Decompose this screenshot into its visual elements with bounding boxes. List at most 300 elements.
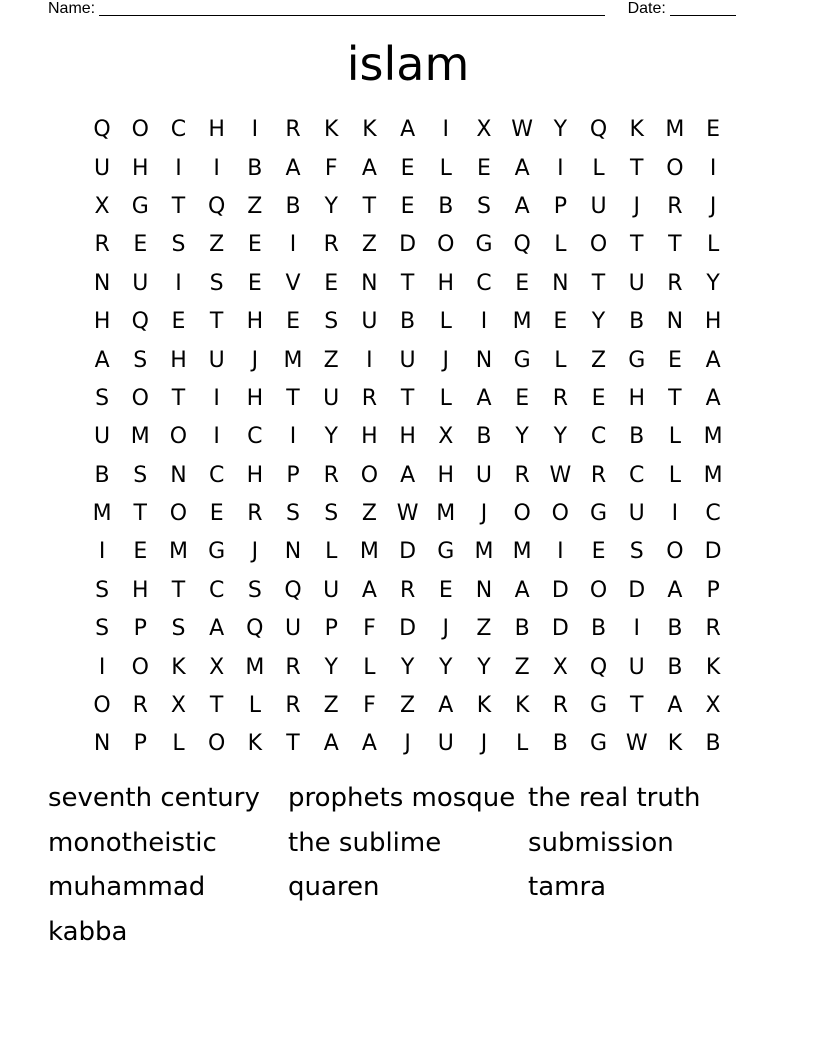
word-list-item: monotheistic	[48, 827, 217, 858]
grid-letter: D	[551, 577, 569, 603]
grid-row	[83, 265, 733, 303]
grid-letter: E	[591, 385, 606, 411]
grid-row	[83, 572, 733, 610]
grid-letter: Q	[589, 117, 608, 143]
grid-letter: Y	[439, 654, 453, 680]
grid-letter: R	[514, 462, 530, 488]
word-list-item: seventh century	[48, 783, 260, 813]
grid-letter: B	[514, 616, 530, 642]
grid-letter: U	[284, 616, 302, 642]
grid-letter: O	[169, 424, 188, 450]
grid-letter: R	[705, 616, 721, 642]
grid-letter: T	[286, 731, 300, 757]
grid-letter: E	[133, 539, 148, 565]
grid-letter: Q	[93, 117, 111, 143]
grid-letter: E	[515, 270, 530, 296]
grid-letter: Z	[323, 693, 339, 719]
grid-row	[83, 188, 733, 226]
grid-letter: Y	[477, 654, 491, 680]
grid-letter: E	[477, 155, 491, 181]
grid-letter: A	[705, 347, 721, 373]
grid-letter: R	[590, 462, 607, 488]
grid-letter: Y	[553, 117, 568, 143]
grid-letter: M	[474, 539, 494, 565]
grid-letter: U	[590, 193, 607, 219]
grid-letter: Y	[706, 270, 720, 296]
grid-letter: H	[208, 117, 225, 143]
grid-row	[83, 648, 733, 686]
grid-letter: L	[516, 731, 529, 757]
grid-letter: Q	[207, 193, 226, 219]
grid-letter: X	[476, 117, 492, 143]
grid-row	[83, 610, 733, 648]
grid-letter: N	[475, 577, 493, 603]
grid-letter: E	[247, 232, 262, 258]
grid-letter: U	[323, 385, 340, 411]
grid-letter: E	[171, 309, 186, 335]
grid-row	[83, 687, 733, 725]
grid-letter: J	[480, 731, 488, 757]
grid-letter: L	[439, 309, 452, 335]
grid-letter: H	[704, 309, 722, 335]
grid-letter: P	[553, 193, 567, 219]
grid-letter: B	[94, 462, 110, 488]
grid-letter: K	[705, 654, 721, 680]
grid-letter: O	[666, 539, 684, 565]
word-list-item: prophets mosque	[288, 783, 516, 813]
grid-letter: H	[628, 385, 645, 411]
grid-letter: O	[169, 501, 188, 527]
grid-letter: E	[286, 309, 300, 335]
grid-letter: O	[131, 654, 149, 680]
grid-letter: B	[629, 424, 645, 450]
grid-letter: M	[512, 539, 532, 565]
grid-letter: T	[629, 693, 644, 719]
grid-letter: Z	[400, 693, 416, 719]
word-list-item: the sublime	[288, 827, 442, 858]
grid-letter: I	[671, 501, 679, 527]
grid-row	[83, 457, 733, 495]
grid-letter: L	[668, 424, 682, 450]
grid-letter: J	[442, 616, 450, 642]
grid-letter: I	[557, 155, 564, 181]
grid-row	[83, 533, 733, 571]
grid-letter: O	[666, 155, 684, 181]
grid-letter: C	[705, 501, 721, 527]
grid-letter: S	[324, 501, 339, 527]
grid-letter: A	[514, 193, 530, 219]
grid-row	[83, 418, 733, 456]
grid-letter: H	[246, 385, 264, 411]
grid-letter: L	[554, 232, 567, 258]
grid-letter: X	[94, 193, 110, 219]
grid-letter: X	[170, 693, 186, 719]
grid-letter: R	[132, 693, 148, 719]
grid-letter: B	[629, 309, 645, 335]
grid-letter: I	[175, 270, 182, 296]
grid-letter: E	[400, 155, 415, 181]
grid-letter: S	[286, 501, 301, 527]
grid-letter: M	[665, 117, 685, 143]
grid-letter: M	[130, 424, 150, 450]
grid-letter: F	[363, 693, 376, 719]
grid-letter: C	[590, 424, 607, 450]
grid-letter: U	[628, 654, 645, 680]
grid-letter: A	[323, 731, 339, 757]
grid-letter: A	[476, 385, 492, 411]
grid-letter: M	[245, 654, 265, 680]
grid-letter: U	[628, 270, 645, 296]
grid-letter: T	[668, 232, 682, 258]
grid-letter: S	[247, 577, 262, 603]
grid-letter: Y	[553, 424, 568, 450]
grid-letter: X	[552, 654, 568, 680]
grid-letter: J	[404, 731, 411, 757]
grid-letter: I	[633, 616, 640, 642]
grid-letter: E	[324, 270, 339, 296]
grid-letter: T	[133, 501, 147, 527]
grid-letter: D	[551, 616, 569, 642]
grid-letter: M	[512, 309, 532, 335]
grid-letter: L	[592, 155, 605, 181]
grid-letter: C	[629, 462, 645, 488]
grid-letter: I	[213, 155, 220, 181]
grid-letter: T	[629, 155, 644, 181]
grid-letter: L	[325, 539, 338, 565]
grid-letter: N	[93, 270, 111, 296]
grid-letter: R	[94, 232, 110, 258]
grid-letter: I	[175, 155, 182, 181]
grid-letter: H	[437, 270, 455, 296]
grid-letter: N	[361, 270, 378, 296]
grid-letter: Q	[246, 616, 264, 642]
grid-letter: R	[285, 117, 301, 143]
grid-letter: C	[208, 577, 225, 603]
grid-letter: Q	[131, 309, 149, 335]
grid-letter: R	[323, 232, 339, 258]
word-list-item: submission	[528, 827, 674, 858]
grid-letter: P	[286, 462, 300, 488]
grid-letter: T	[668, 385, 682, 411]
grid-letter: S	[133, 462, 148, 488]
grid-letter: L	[172, 731, 185, 757]
grid-letter: U	[361, 309, 378, 335]
grid-letter: X	[705, 693, 721, 719]
grid-letter: M	[92, 501, 112, 527]
grid-letter: P	[133, 731, 147, 757]
grid-letter: J	[251, 347, 259, 373]
grid-letter: T	[362, 193, 377, 219]
grid-letter: U	[399, 347, 416, 373]
grid-letter: K	[629, 117, 644, 143]
grid-letter: H	[399, 424, 416, 450]
grid-letter: N	[170, 462, 187, 488]
grid-letter: O	[131, 385, 149, 411]
grid-letter: R	[552, 693, 568, 719]
grid-letter: O	[360, 462, 379, 488]
word-list-item: kabba	[48, 917, 128, 948]
grid-letter: T	[400, 385, 415, 411]
grid-letter: U	[132, 270, 149, 296]
name-blank-line	[99, 0, 605, 16]
grid-letter: I	[709, 155, 717, 181]
grid-letter: T	[171, 193, 186, 219]
grid-letter: U	[94, 155, 111, 181]
grid-letter: G	[513, 347, 531, 373]
grid-letter: T	[209, 309, 224, 335]
grid-letter: S	[209, 270, 224, 296]
grid-letter: R	[361, 385, 378, 411]
grid-letter: H	[132, 155, 149, 181]
grid-letter: E	[667, 347, 682, 373]
grid-letter: M	[359, 539, 379, 565]
name-label: Name:	[48, 0, 96, 17]
grid-letter: D	[704, 539, 722, 565]
grid-letter: J	[442, 347, 450, 373]
grid-letter: G	[590, 693, 608, 719]
grid-letter: Z	[361, 501, 377, 527]
grid-letter: U	[323, 577, 340, 603]
grid-letter: W	[511, 117, 534, 143]
grid-letter: L	[668, 462, 682, 488]
grid-letter: U	[94, 424, 111, 450]
grid-letter: M	[703, 462, 723, 488]
grid-letter: A	[400, 117, 416, 143]
date-field	[628, 0, 736, 18]
grid-letter: M	[283, 347, 303, 373]
grid-letter: I	[98, 539, 106, 565]
word-search-grid	[83, 111, 733, 764]
grid-letter: Z	[514, 654, 530, 680]
grid-letter: B	[438, 193, 454, 219]
grid-letter: Z	[209, 232, 225, 258]
grid-letter: I	[213, 385, 220, 411]
grid-row	[83, 341, 733, 379]
grid-letter: T	[171, 385, 186, 411]
grid-letter: O	[207, 731, 226, 757]
grid-letter: X	[438, 424, 454, 450]
grid-letter: C	[476, 270, 492, 296]
grid-letter: H	[170, 347, 187, 373]
grid-letter: W	[396, 501, 419, 527]
grid-letter: A	[94, 347, 110, 373]
grid-letter: L	[554, 347, 567, 373]
grid-letter: R	[552, 385, 568, 411]
grid-letter: I	[557, 539, 564, 565]
grid-letter: A	[361, 577, 377, 603]
grid-letter: A	[667, 577, 683, 603]
grid-letter: Z	[361, 232, 377, 258]
grid-letter: O	[513, 501, 531, 527]
grid-row	[83, 226, 733, 264]
grid-letter: D	[628, 577, 646, 603]
grid-letter: B	[400, 309, 416, 335]
grid-letter: B	[590, 616, 607, 642]
grid-letter: D	[399, 232, 417, 258]
grid-letter: S	[476, 193, 491, 219]
grid-letter: I	[213, 424, 220, 450]
grid-letter: T	[629, 232, 644, 258]
grid-letter: U	[475, 462, 493, 488]
grid-letter: E	[706, 117, 721, 143]
word-list-item: quaren	[288, 872, 380, 903]
grid-letter: B	[247, 155, 263, 181]
grid-letter: T	[286, 385, 300, 411]
grid-letter: I	[289, 424, 297, 450]
grid-letter: T	[171, 577, 186, 603]
grid-letter: Y	[515, 424, 529, 450]
grid-letter: X	[209, 654, 225, 680]
grid-letter: A	[361, 155, 377, 181]
grid-letter: K	[324, 117, 339, 143]
grid-letter: G	[590, 501, 608, 527]
grid-letter: L	[439, 385, 452, 411]
grid-letter: C	[170, 117, 187, 143]
grid-letter: B	[285, 193, 301, 219]
grid-letter: K	[362, 117, 377, 143]
grid-letter: M	[168, 539, 188, 565]
grid-letter: R	[323, 462, 339, 488]
grid-letter: L	[706, 232, 720, 258]
grid-letter: E	[133, 232, 148, 258]
grid-letter: B	[552, 731, 568, 757]
grid-letter: N	[93, 731, 111, 757]
grid-letter: B	[705, 731, 721, 757]
grid-letter: Y	[324, 654, 338, 680]
grid-row	[83, 725, 733, 763]
grid-letter: I	[289, 232, 297, 258]
grid-letter: O	[589, 577, 608, 603]
grid-letter: H	[246, 462, 264, 488]
grid-letter: I	[251, 117, 259, 143]
grid-letter: G	[437, 539, 455, 565]
grid-row	[83, 303, 733, 341]
date-blank-line	[670, 0, 736, 16]
grid-letter: O	[551, 501, 569, 527]
grid-letter: H	[246, 309, 264, 335]
grid-letter: S	[171, 616, 186, 642]
grid-letter: S	[133, 347, 148, 373]
grid-letter: B	[667, 616, 683, 642]
grid-letter: W	[625, 731, 648, 757]
grid-letter: Q	[284, 577, 302, 603]
word-list	[48, 778, 768, 957]
grid-letter: F	[363, 616, 376, 642]
grid-letter: V	[285, 270, 301, 296]
grid-letter: I	[442, 117, 450, 143]
word-list-item: the real truth	[528, 783, 701, 813]
grid-letter: G	[590, 731, 608, 757]
grid-letter: H	[361, 424, 378, 450]
grid-row	[83, 149, 733, 187]
grid-letter: A	[209, 616, 225, 642]
grid-letter: Z	[590, 347, 607, 373]
grid-letter: S	[95, 385, 110, 411]
grid-letter: R	[667, 270, 683, 296]
grid-letter: R	[247, 501, 263, 527]
grid-letter: A	[514, 155, 530, 181]
grid-letter: I	[98, 654, 106, 680]
grid-letter: Q	[513, 232, 531, 258]
word-list-item: tamra	[528, 872, 607, 903]
grid-letter: A	[400, 462, 416, 488]
grid-letter: E	[591, 539, 606, 565]
grid-letter: Q	[589, 654, 608, 680]
grid-letter: M	[703, 424, 723, 450]
grid-letter: E	[515, 385, 530, 411]
grid-letter: N	[666, 309, 684, 335]
grid-letter: J	[251, 539, 259, 565]
grid-letter: D	[399, 539, 417, 565]
grid-letter: E	[553, 309, 568, 335]
grid-letter: Y	[400, 654, 415, 680]
grid-letter: N	[475, 347, 493, 373]
grid-letter: U	[208, 347, 225, 373]
grid-row	[83, 111, 733, 149]
grid-letter: A	[285, 155, 301, 181]
page-title: islam	[346, 37, 470, 91]
grid-letter: Z	[476, 616, 492, 642]
grid-letter: T	[209, 693, 224, 719]
grid-letter: A	[361, 731, 377, 757]
grid-letter: K	[667, 731, 683, 757]
grid-letter: H	[132, 577, 149, 603]
grid-letter: O	[589, 232, 608, 258]
grid-letter: G	[628, 347, 646, 373]
grid-letter: L	[439, 155, 452, 181]
grid-letter: Z	[247, 193, 263, 219]
grid-letter: R	[285, 693, 301, 719]
grid-letter: R	[667, 193, 683, 219]
header-fields	[48, 0, 736, 20]
grid-letter: A	[514, 577, 530, 603]
grid-letter: S	[95, 577, 110, 603]
grid-letter: T	[400, 270, 415, 296]
grid-letter: M	[436, 501, 456, 527]
grid-letter: K	[247, 731, 263, 757]
grid-row	[83, 380, 733, 418]
grid-letter: R	[399, 577, 416, 603]
grid-letter: K	[514, 693, 530, 719]
grid-letter: O	[93, 693, 111, 719]
grid-letter: T	[591, 270, 606, 296]
grid-letter: Y	[324, 424, 338, 450]
grid-letter: E	[247, 270, 262, 296]
grid-letter: O	[131, 117, 149, 143]
grid-letter: P	[706, 577, 720, 603]
grid-letter: S	[171, 232, 186, 258]
grid-letter: S	[324, 309, 339, 335]
date-label: Date:	[627, 0, 666, 17]
grid-row	[83, 495, 733, 533]
grid-letter: L	[248, 693, 261, 719]
grid-letter: C	[208, 462, 225, 488]
grid-letter: G	[475, 232, 493, 258]
grid-letter: Y	[324, 193, 338, 219]
grid-letter: P	[324, 616, 338, 642]
grid-letter: G	[131, 193, 149, 219]
grid-letter: C	[247, 424, 263, 450]
grid-letter: J	[480, 501, 488, 527]
grid-letter: U	[628, 501, 645, 527]
grid-letter: W	[549, 462, 572, 488]
grid-letter: B	[667, 654, 683, 680]
grid-letter: B	[476, 424, 492, 450]
grid-letter: P	[133, 616, 147, 642]
grid-letter: G	[208, 539, 226, 565]
grid-letter: Z	[323, 347, 339, 373]
grid-letter: U	[437, 731, 454, 757]
